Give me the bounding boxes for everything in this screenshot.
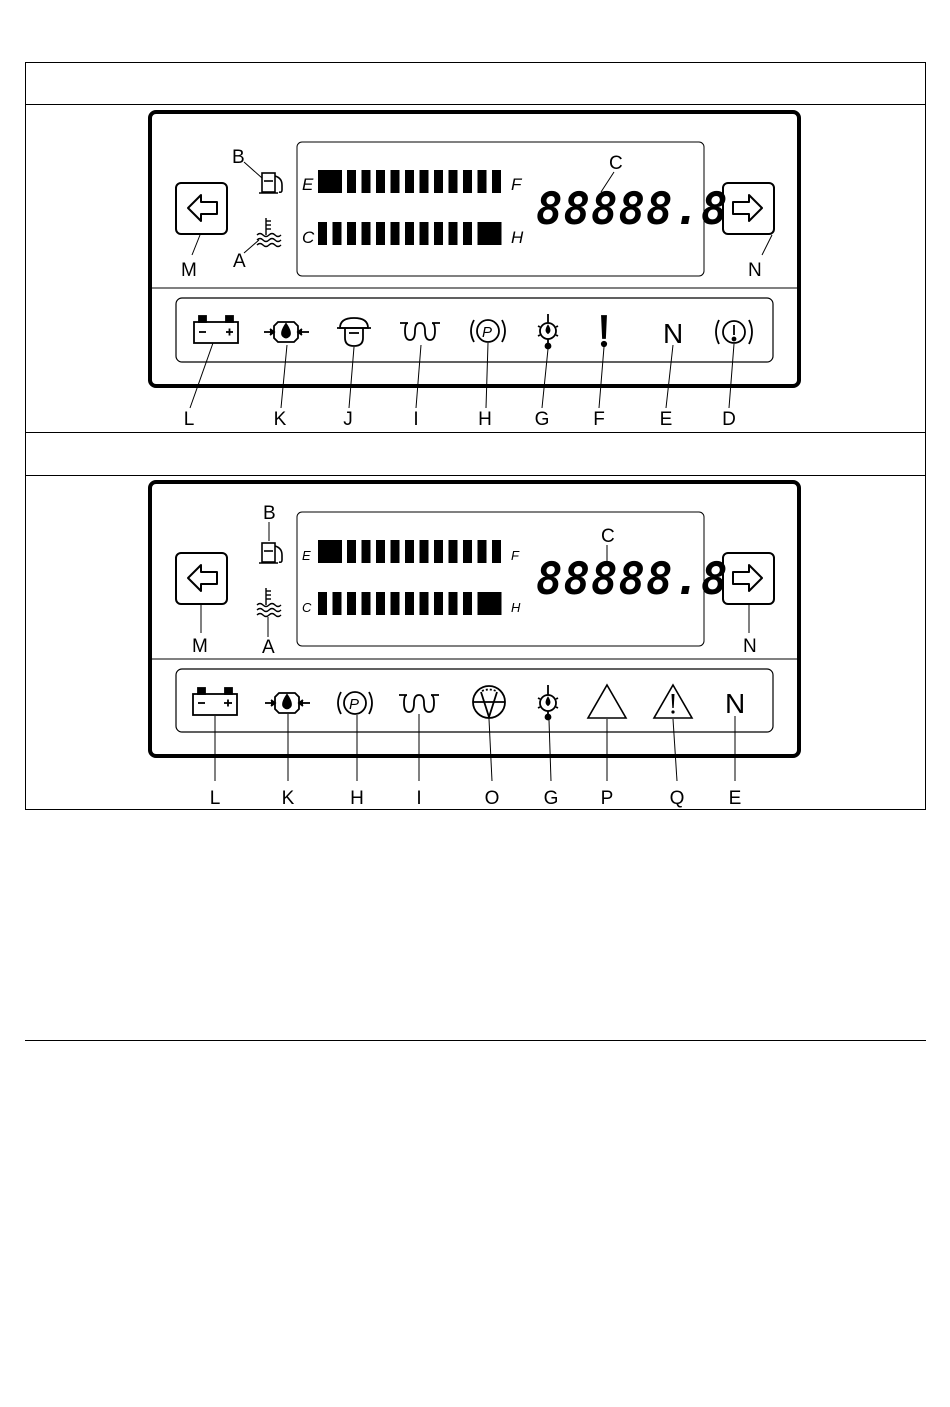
oil-pressure-icon xyxy=(265,693,310,713)
panel-2-icon-row xyxy=(193,685,745,720)
icon-callout-exclamation: F xyxy=(593,409,605,430)
gauge-segment xyxy=(347,540,356,563)
neutral-icon: N xyxy=(725,688,746,719)
icon-callout-parking-brake: H xyxy=(478,409,492,430)
panel-2-callout-odometer: C xyxy=(601,526,615,547)
gauge-segment xyxy=(434,170,443,193)
gauge-segment xyxy=(420,540,429,563)
panel-2-temp-gauge xyxy=(318,592,502,615)
icon-callout-air-filter: J xyxy=(343,409,353,430)
gauge-segment xyxy=(318,222,327,245)
gauge-segment xyxy=(434,222,443,245)
gauge-segment xyxy=(362,170,371,193)
panel-1-callout-temp: A xyxy=(233,251,246,272)
exclamation-icon xyxy=(602,316,606,346)
gauge-segment-filled xyxy=(478,222,502,245)
panel-2-fuel-gauge xyxy=(318,540,501,563)
gauge-segment xyxy=(376,170,385,193)
icon-callout-parking-brake: H xyxy=(350,788,364,809)
panel-1-icon-leaders xyxy=(190,343,734,408)
icon-callout-glow-plug: I xyxy=(416,788,422,809)
panel-1-odometer: 88888.8 xyxy=(536,184,729,235)
gauge-segment xyxy=(463,540,472,563)
gauge-segment xyxy=(376,540,385,563)
svg-text:P: P xyxy=(349,696,360,713)
panel-2-left-arrow-button[interactable] xyxy=(176,553,227,604)
gauge-segment-filled xyxy=(318,170,342,193)
icon-callout-hydraulic-temp: G xyxy=(534,409,550,430)
gauge-segment xyxy=(449,222,458,245)
gauge-segment xyxy=(420,170,429,193)
gauge-segment xyxy=(347,592,356,615)
gauge-segment xyxy=(362,540,371,563)
figure-table xyxy=(25,63,926,810)
glow-plug-icon xyxy=(400,323,440,340)
gauge-segment xyxy=(391,592,400,615)
gauge-segment xyxy=(405,592,414,615)
panel-1-right-arrow-button[interactable] xyxy=(723,183,774,234)
hydraulic-temp-icon xyxy=(538,685,558,720)
gauge-segment-filled xyxy=(478,592,502,615)
panel-1-left-arrow-button[interactable] xyxy=(176,183,227,234)
gauge-segment xyxy=(391,222,400,245)
panel-1-icon-strip xyxy=(176,298,773,362)
brake-warning-icon xyxy=(716,320,752,344)
gauge-segment-filled xyxy=(318,540,342,563)
gauge-segment xyxy=(333,592,342,615)
panel-2-icon-strip xyxy=(176,669,773,732)
panel-2-callout-left-button: M xyxy=(192,636,208,657)
icon-callout-steering: O xyxy=(484,788,500,809)
icon-callout-hydraulic-temp: G xyxy=(543,788,559,809)
icon-callout-glow-plug: I xyxy=(413,409,419,430)
gauge-segment xyxy=(347,170,356,193)
gauge-segment xyxy=(420,222,429,245)
gauge-segment xyxy=(478,170,487,193)
panel-1-fuel-low-label: E xyxy=(302,175,314,194)
oil-pressure-icon xyxy=(264,322,309,342)
panel-2-right-arrow-button[interactable] xyxy=(723,553,774,604)
panel-1-callout-odometer: C xyxy=(609,153,623,174)
hydraulic-temp-icon xyxy=(538,314,558,349)
icon-callout-warning-triangle: Q xyxy=(669,788,685,809)
icon-callout-brake-warning: D xyxy=(722,409,736,430)
battery-icon xyxy=(193,688,237,715)
gauge-segment xyxy=(362,592,371,615)
gauge-segment xyxy=(492,540,501,563)
gauge-segment xyxy=(405,540,414,563)
gauge-segment xyxy=(463,170,472,193)
gauge-segment xyxy=(405,222,414,245)
gauge-segment xyxy=(463,222,472,245)
battery-icon xyxy=(194,316,238,343)
icon-callout-oil-pressure: K xyxy=(273,409,287,430)
panel-2-callout-fuel: B xyxy=(263,503,276,524)
triangle-icon xyxy=(588,685,626,718)
svg-text:P: P xyxy=(482,324,493,341)
panel-1 xyxy=(150,112,799,408)
fuel-pump-icon xyxy=(259,543,282,563)
panel-1-temp-gauge xyxy=(318,222,502,245)
icon-callout-neutral: E xyxy=(659,409,673,430)
glow-plug-icon xyxy=(399,695,439,712)
gauge-segment xyxy=(449,170,458,193)
panel-2-fuel-high-label: F xyxy=(511,548,519,563)
icon-callout-triangle: P xyxy=(600,788,614,809)
gauge-segment xyxy=(362,222,371,245)
panel-2-callout-temp: A xyxy=(262,637,275,658)
coolant-temp-icon xyxy=(257,218,281,247)
page-divider-rule xyxy=(25,1040,926,1041)
steering-icon xyxy=(473,686,505,718)
fuel-pump-icon xyxy=(259,173,282,193)
parking-brake-icon xyxy=(338,692,372,714)
gauge-segment xyxy=(449,540,458,563)
gauge-segment xyxy=(405,170,414,193)
panel-1-fuel-high-label: F xyxy=(511,175,522,194)
gauge-segment xyxy=(376,222,385,245)
panel-1-callout-fuel: B xyxy=(232,147,245,168)
icon-callout-labels xyxy=(184,409,742,809)
gauge-segment xyxy=(318,592,327,615)
icon-callout-battery: L xyxy=(183,409,195,430)
panel-2-temp-high-label: H xyxy=(511,600,521,615)
panel-2-temp-low-label: C xyxy=(302,600,312,615)
air-filter-icon xyxy=(337,318,371,346)
panel-2-icon-leaders xyxy=(215,714,735,781)
panel-2-callout-right-button: N xyxy=(743,636,757,657)
panel-1-callout-right-button: N xyxy=(748,260,762,281)
gauge-segment xyxy=(434,592,443,615)
neutral-icon: N xyxy=(663,318,684,349)
gauge-segment xyxy=(391,540,400,563)
warning-triangle-icon xyxy=(654,685,692,718)
panel-2-bezel xyxy=(150,482,799,756)
gauge-segment xyxy=(420,592,429,615)
parking-brake-icon xyxy=(471,320,505,342)
icon-callout-neutral: E xyxy=(728,788,742,809)
panel-1-temp-high-label: H xyxy=(511,228,524,247)
gauge-segment xyxy=(449,592,458,615)
panel-1-icon-row xyxy=(194,314,752,349)
gauge-segment xyxy=(492,170,501,193)
coolant-temp-icon xyxy=(257,588,281,617)
panel-1-bezel xyxy=(150,112,799,386)
icon-callout-oil-pressure: K xyxy=(281,788,295,809)
panel-1-temp-low-label: C xyxy=(302,228,315,247)
panel-2-odometer: 88888.8 xyxy=(536,554,729,605)
panel-2-fuel-low-label: E xyxy=(302,548,311,563)
gauge-segment xyxy=(376,592,385,615)
panel-2 xyxy=(150,482,799,781)
panel-1-callout-left-button: M xyxy=(181,260,197,281)
gauge-segment xyxy=(463,592,472,615)
panel-1-fuel-gauge xyxy=(318,170,501,193)
gauge-segment xyxy=(347,222,356,245)
icon-callout-battery: L xyxy=(209,788,221,809)
gauge-segment xyxy=(478,540,487,563)
gauge-segment xyxy=(333,222,342,245)
gauge-segment xyxy=(391,170,400,193)
gauge-segment xyxy=(434,540,443,563)
